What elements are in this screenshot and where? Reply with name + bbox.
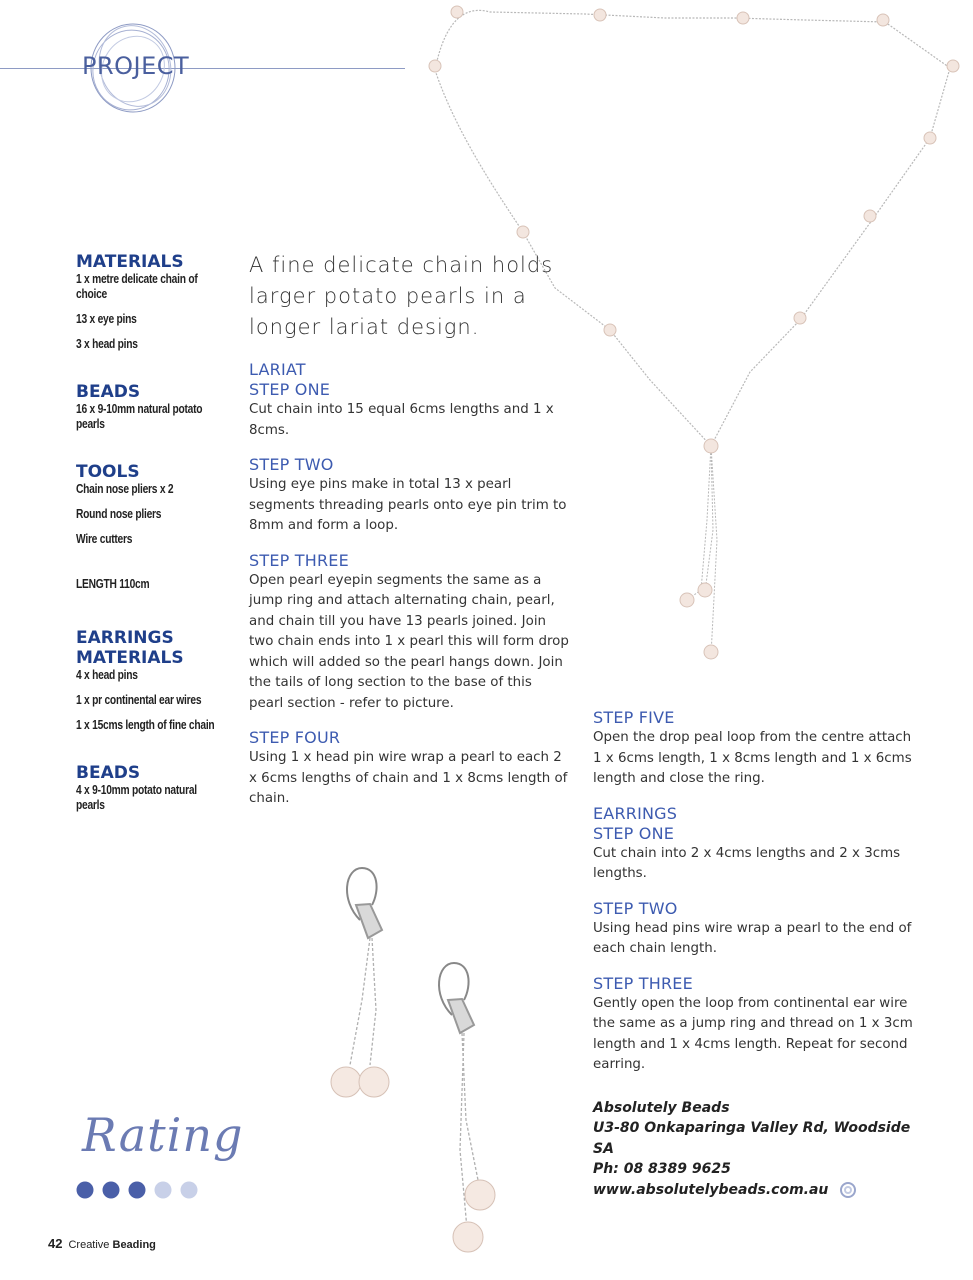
step-heading: STEP TWO <box>249 455 334 474</box>
rating-dot-empty <box>181 1182 198 1199</box>
earrings-beads-heading: BEADS <box>76 763 141 783</box>
lariat-step-one <box>249 360 569 441</box>
step-text: Open pearl eyepin segments the same as a jump ring and attach alternating chain, pearl, and chain till you have 13 pearls joined. Join two chain ends into 1 x pearl this will form drop which will added so the pearl hangs down. Join the tails of long section to the base of this pearl section - refer to picture. <box>249 572 569 711</box>
step-text: Gently open the loop from continental ear wire the same as a jump ring and thread on 1 x 3cm length and 1 x 4cms length. Repeat for second earring. <box>593 995 913 1072</box>
materials-group <box>76 252 226 352</box>
step-heading: STEP THREE <box>593 973 693 993</box>
end-mark-icon <box>840 1182 856 1198</box>
earrings-beads-item: 4 x 9-10mm potato natural pearls <box>76 783 197 812</box>
tools-item: Chain nose pliers x 2 <box>76 482 174 496</box>
lariat-title: LARIAT <box>249 360 306 379</box>
materials-item: 1 x metre delicate chain of choice <box>76 272 198 301</box>
beads-item: 16 x 9-10mm natural potato pearls <box>76 402 203 431</box>
tools-item: Round nose pliers <box>76 507 162 521</box>
magazine-name-part1: Creative <box>68 1239 110 1251</box>
earrings-materials-item: 1 x pr continental ear wires <box>76 693 202 707</box>
rating-dot-filled <box>103 1182 120 1199</box>
tools-heading: TOOLS <box>76 462 140 482</box>
rating-dot-empty <box>155 1182 172 1199</box>
length-line: LENGTH 110cm <box>76 577 150 591</box>
rating-dot-filled <box>129 1182 146 1199</box>
section-label: PROJECT <box>82 52 190 80</box>
earrings-materials-group <box>76 628 226 733</box>
step-heading: STEP ONE <box>249 380 331 399</box>
supplier-phone: Ph: 08 8389 9625 <box>593 1161 731 1177</box>
rating-label: Rating <box>82 1108 244 1162</box>
earrings-materials-item: 1 x 15cms length of fine chain <box>76 718 215 732</box>
supplier-website-line <box>593 1180 913 1201</box>
step-text: Using 1 x head pin wire wrap a pearl to each 2 x 6cms lengths of chain and 1 x 8cms length of chain. <box>249 750 568 806</box>
step-text: Using eye pins make in total 13 x pearl segments threading pearls onto eye pin trim to 8mm and form a loop. <box>249 477 567 533</box>
supplier-name: Absolutely Beads <box>593 1099 730 1116</box>
rating-dot-filled <box>77 1182 94 1199</box>
materials-heading: MATERIALS <box>76 252 184 272</box>
right-column <box>593 708 913 1200</box>
beads-heading: BEADS <box>76 382 141 402</box>
earrings-title: EARRINGS <box>593 803 678 823</box>
materials-item: 13 x eye pins <box>76 312 137 326</box>
earrings-materials-item: 4 x head pins <box>76 668 138 682</box>
step-heading: STEP FOUR <box>249 728 341 747</box>
lariat-steps <box>249 360 569 824</box>
magazine-name-part2: Beading <box>112 1239 156 1251</box>
lariat-step-three <box>249 551 569 715</box>
page-number: 42 <box>48 1236 63 1251</box>
earrings-beads-group <box>76 763 226 813</box>
earrings-step-one <box>593 804 913 885</box>
lariat-step-two <box>249 455 569 537</box>
supplier-website[interactable]: www.absolutelybeads.com.au <box>593 1181 829 1198</box>
step-text: Cut chain into 2 x 4cms lengths and 2 x 3cms lengths. <box>593 845 901 881</box>
step-heading: STEP THREE <box>249 550 349 570</box>
intro-text: A fine delicate chain holds larger potato pearls in a longer lariat design. <box>249 253 554 339</box>
sidebar <box>76 252 226 843</box>
step-text: Cut chain into 15 equal 6cms lengths and 1 x 8cms. <box>249 402 554 438</box>
earrings-step-two <box>593 899 913 960</box>
lariat-step-four <box>249 728 569 810</box>
earrings-materials-heading: MATERIALS <box>76 648 184 668</box>
earrings-photo <box>320 860 520 1270</box>
earrings-heading: EARRINGS <box>76 628 174 648</box>
supplier-address: U3-80 Onkaparinga Valley Rd, Woodside SA <box>593 1120 911 1157</box>
tools-group <box>76 462 226 547</box>
lariat-step-five <box>593 708 913 790</box>
beads-group <box>76 382 226 432</box>
page-footer <box>48 1236 156 1251</box>
supplier-credit <box>593 1098 913 1201</box>
step-heading: STEP ONE <box>593 823 675 843</box>
earrings-step-three <box>593 974 913 1076</box>
tools-item: Wire cutters <box>76 532 133 546</box>
step-text: Open the drop peal loop from the centre attach 1 x 6cms length, 1 x 8cms length and 1 x 6cms length and close the ring. <box>593 730 912 786</box>
step-text: Using head pins wire wrap a pearl to the end of each chain length. <box>593 920 912 956</box>
materials-item: 3 x head pins <box>76 337 138 351</box>
step-heading: STEP TWO <box>593 898 678 918</box>
rating-dots <box>76 1180 206 1200</box>
step-heading: STEP FIVE <box>593 708 675 727</box>
